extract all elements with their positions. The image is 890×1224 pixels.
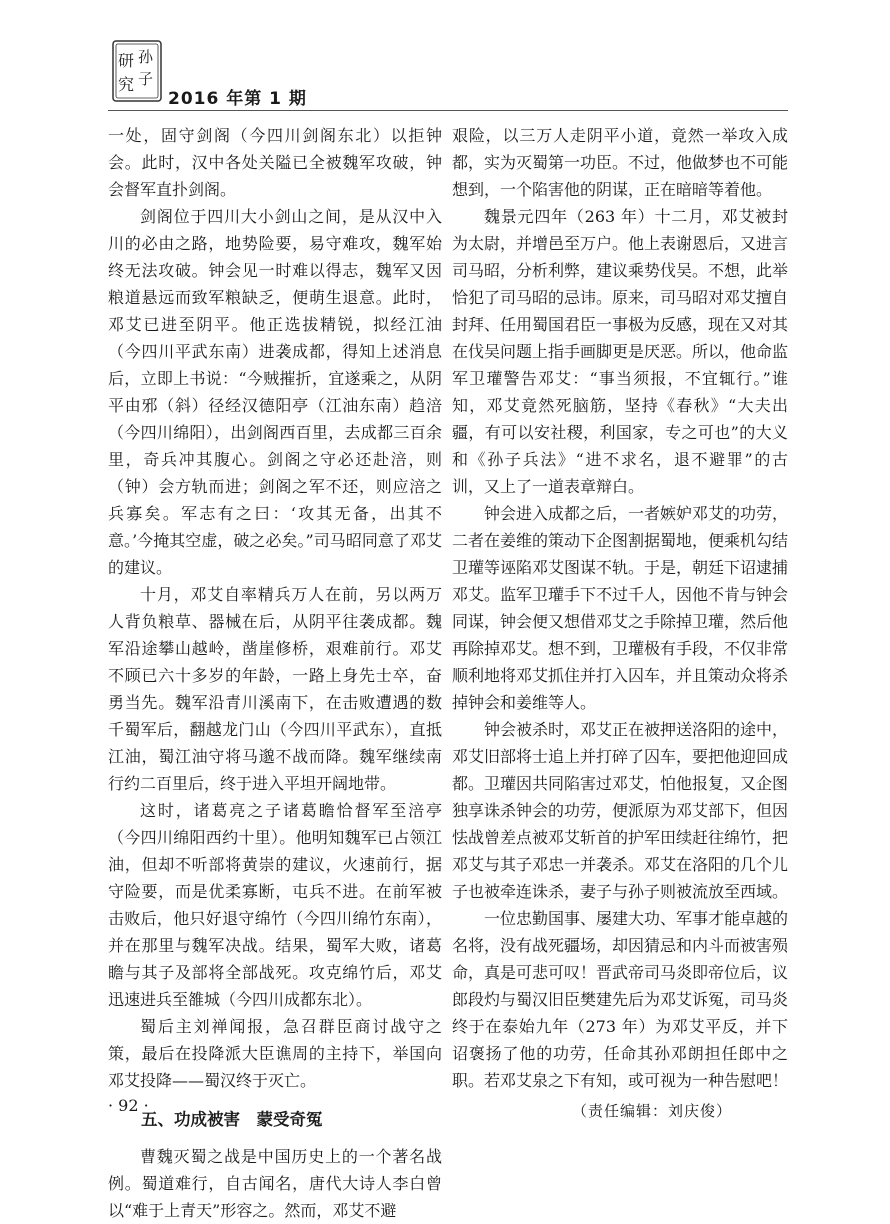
svg-text:研: 研 xyxy=(118,51,135,70)
paragraph: 艰险，以三万人走阴平小道，竟然一举攻入成都，实为灭蜀第一功臣。不过，他做梦也不可能想到，一个陷害他的阴谋，正在暗暗等着他。 xyxy=(452,126,789,199)
journal-logo xyxy=(112,40,162,102)
svg-text:子: 子 xyxy=(138,70,154,88)
paragraph: 钟会进入成都之后，一者嫉妒邓艾的功劳，二者在姜维的策动下企图割据蜀地，便乘机勾结卫瓘等诬陷邓艾图谋不轨。于是，朝廷下诏逮捕邓艾。监军卫瓘手下不过千人，因他不肯与钟会同谋，钟会便又想借邓艾之手除掉卫瓘，然后他再除掉邓艾。想不到，卫瓘极有手段，不仅非常顺利地将邓艾抓住并打入囚车，并且策动众将杀掉钟会和姜维等人。 xyxy=(452,504,789,712)
header-rule xyxy=(108,110,788,111)
paragraph: 一位忠勤国事、屡建大功、军事才能卓越的名将，没有战死疆场，却因猜忌和内斗而被害殒命，真是可悲可叹！晋武帝司马炎即帝位后，议郎段灼与蜀汉旧臣樊建先后为邓艾诉冤，司马炎终于在泰始九年（273 年）为邓艾平反，并下诏褒扬了他的功劳，任命其孙邓朗担任郎中之职。若邓艾泉之下有知，或可视为一种告慰吧！ xyxy=(452,909,789,1090)
responsible-editor: （责任编辑：刘庆俊） xyxy=(571,1102,732,1120)
issue-label: 2016 年第 1 期 xyxy=(168,89,307,109)
left-column xyxy=(108,122,442,1224)
paragraph: 魏景元四年（263 年）十二月，邓艾被封为太尉，并增邑至万户。他上表谢恩后，又进言司马昭，分析利弊，建议乘势伐吴。不想，此举恰犯了司马昭的忌讳。原来，司马昭对邓艾擅自封拜、任用蜀国君臣一事极为反感，现在又对其在伐吴问题上指手画脚更是厌恶。所以，他命监军卫瓘警告邓艾：“事当须报，不宜辄行。”谁知，邓艾竟然死脑筋，坚持《春秋》“大夫出疆，有可以安社稷，利国家，专之可也”的大义和《孙子兵法》“进不求名，退不避罪”的古训，又上了一道表章辩白。 xyxy=(452,207,789,496)
paragraph: 剑阁位于四川大小剑山之间，是从汉中入川的必由之路，地势险要，易守难攻，魏军始终无法攻破。钟会见一时难以得志，魏军又因粮道悬远而致军粮缺乏，便萌生退意。此时，邓艾已进至阴平。他正选拔精锐，拟经江油（今四川平武东南）进袭成都，得知上述消息后，立即上书说：“今贼摧折，宜遂乘之，从阴平由邪（斜）径经汉德阳亭（江油东南）趋涪（今四川绵阳），出剑阁西百里，去成都三百余里，奇兵冲其腹心。剑阁之守必还赴涪，则（钟）会方轨而进；剑阁之军不还，则应涪之兵寡矣。军志有之曰：‘攻其无备，出其不意。’今掩其空虚，破之必矣。”司马昭同意了邓艾的建议。 xyxy=(108,207,442,577)
svg-text:究: 究 xyxy=(118,75,135,94)
page-number: · 92 · xyxy=(108,1096,149,1115)
paragraph: 钟会被杀时，邓艾正在被押送洛阳的途中，邓艾旧部将士追上并打碎了囚车，要把他迎回成都。卫瓘因共同陷害过邓艾，怕他报复，又企图独享诛杀钟会的功劳，便派原为邓艾部下，但因怯战曾差点被邓艾斩首的护军田续赶往绵竹，把邓艾与其子邓忠一并袭杀。邓艾在洛阳的几个儿子也被牵连诛杀，妻子与孙子则被流放至西域。 xyxy=(452,720,789,901)
section-heading: 五、功成被害 蒙受奇冤 xyxy=(141,1110,323,1129)
paragraph: 十月，邓艾自率精兵万人在前，另以两万人背负粮草、器械在后，从阴平往袭成都。魏军沿途攀山越岭，凿崖修桥，艰难前行。邓艾不顾已六十多岁的年龄，一路上身先士卒，奋勇当先。魏军沿青川溪南下，在击败遭遇的数千蜀军后，翻越龙门山（今四川平武东），直抵江油，蜀江油守将马邈不战而降。魏军继续南行约二百里后，终于进入平坦开阔地带。 xyxy=(108,585,442,793)
paragraph: 一处，固守剑阁（今四川剑阁东北）以拒钟会。此时，汉中各处关隘已全被魏军攻破，钟会督军直扑剑阁。 xyxy=(108,126,442,199)
paragraph: 蜀后主刘禅闻报，急召群臣商讨战守之策，最后在投降派大臣谯周的主持下，举国向邓艾投降——蜀汉终于灭亡。 xyxy=(108,1017,442,1090)
svg-text:孙: 孙 xyxy=(138,48,154,66)
right-column xyxy=(452,122,788,1125)
paragraph: 曹魏灭蜀之战是中国历史上的一个著名战例。蜀道难行，自古闻名，唐代大诗人李白曾以“难于上青天”形容之。然而，邓艾不避 xyxy=(108,1147,442,1220)
paragraph: 这时，诸葛亮之子诸葛瞻恰督军至涪亭（今四川绵阳西约十里）。他明知魏军已占领江油，但却不听部将黄崇的建议，火速前行，据守险要，而是优柔寡断，屯兵不进。在前军被击败后，他只好退守绵竹（今四川绵竹东南），并在那里与魏军决战。结果，蜀军大败，诸葛瞻与其子及部将全部战死。攻克绵竹后，邓艾迅速进兵至雒城（今四川成都东北）。 xyxy=(108,801,442,1009)
